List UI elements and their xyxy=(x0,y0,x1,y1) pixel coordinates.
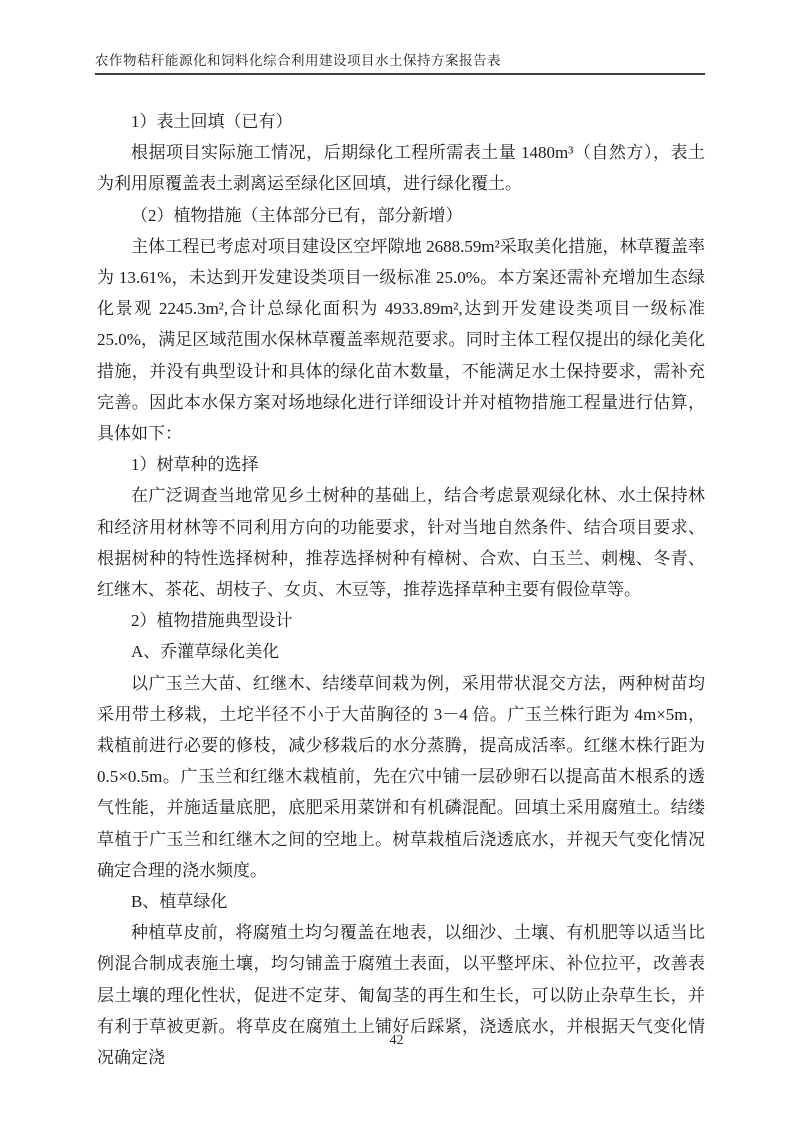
heading-topsoil-backfill: 1）表土回填（已有） xyxy=(131,112,293,131)
heading-typical-design: 2）植物措施典型设计 xyxy=(131,611,293,631)
heading-plant-measures: （2）植物措施（主体部分已有，部分新增） xyxy=(131,205,463,225)
page-header-title: 农作物秸秆能源化和饲料化综合利用建设项目水土保持方案报告表 xyxy=(95,49,705,75)
para-tree-shrub-grass-greening: 以广玉兰大苗、红继木、结缕草间栽为例，采用带状混交方法，两种树苗均采用带土移栽，土坨半径不小于大苗胸径的 3－4 倍。广玉兰株行距为 4m×5m，栽植前进行必要的修枝，减少移栽后的水分蒸腾，提高成活率。红继木株行距为 0.5×0.5m。广玉兰和红继木栽植前，先在穴中铺一层砂卵石以提高苗木根系的透气性能，并施适量底肥，底肥采用菜饼和有机磷混配。回填土采用腐殖土。结缕草植于广玉兰和红继木之间的空地上。树草栽植后浇透底水，并视天气变化情况确定合理的浇水频度。 xyxy=(97,673,705,880)
para-tree-grass-selection: 在广泛调查当地常见乡土树种的基础上，结合考虑景观绿化林、水土保持林和经济用材林等不同利用方向的功能要求，针对当地自然条件、结合项目要求、根据树种的特性选择树种，推荐选择树种有樟树、合欢、白玉兰、刺槐、冬青、红继木、茶花、胡枝子、女贞、木豆等，推荐选择草种主要有假俭草等。 xyxy=(97,486,705,600)
document-body xyxy=(97,106,705,1073)
heading-tree-shrub-grass-greening: A、乔灌草绿化美化 xyxy=(131,642,280,662)
heading-tree-grass-selection: 1）树草种的选择 xyxy=(131,455,259,475)
para-plant-measures-overview: 主体工程已考虑对项目建设区空坪隙地 2688.59m²采取美化措施，林草覆盖率为 13.61%，未达到开发建设类项目一级标准 25.0%。本方案还需补充增加生态绿化景观 2245.3m²,合计总绿化面积为 4933.89m²,达到开发建设类项目一级标准 25.0%，满足区域范围水保林草覆盖率规范要求。同时主体工程仅提出的绿化美化措施，并没有典型设计和具体的绿化苗木数量，不能满足水土保持要求，需补充完善。因此本水保方案对场地绿化进行详细设计并对植物措施工程量进行估算，具体如下： xyxy=(97,236,705,444)
page-number: 42 xyxy=(389,1033,404,1048)
para-grass-planting: 种植草皮前，将腐殖土均匀覆盖在地表，以细沙、土壤、有机肥等以适当比例混合制成表施土壤，均匀铺盖于腐殖土表面，以平整坪床、补位拉平，改善表层土壤的理化性状，促进不定芽、匍匐茎的再生和生长，可以防止杂草生长，并有利于草被更新。将草皮在腐殖土上铺好后踩紧，浇透底水，并根据天气变化情况确定浇 xyxy=(97,923,705,1068)
heading-grass-planting: B、植草绿化 xyxy=(131,892,228,912)
para-topsoil-backfill: 根据项目实际施工情况，后期绿化工程所需表土量 1480m³（自然方），表土为利用原覆盖表土剥离运至绿化区回填，进行绿化覆土。 xyxy=(97,143,705,194)
